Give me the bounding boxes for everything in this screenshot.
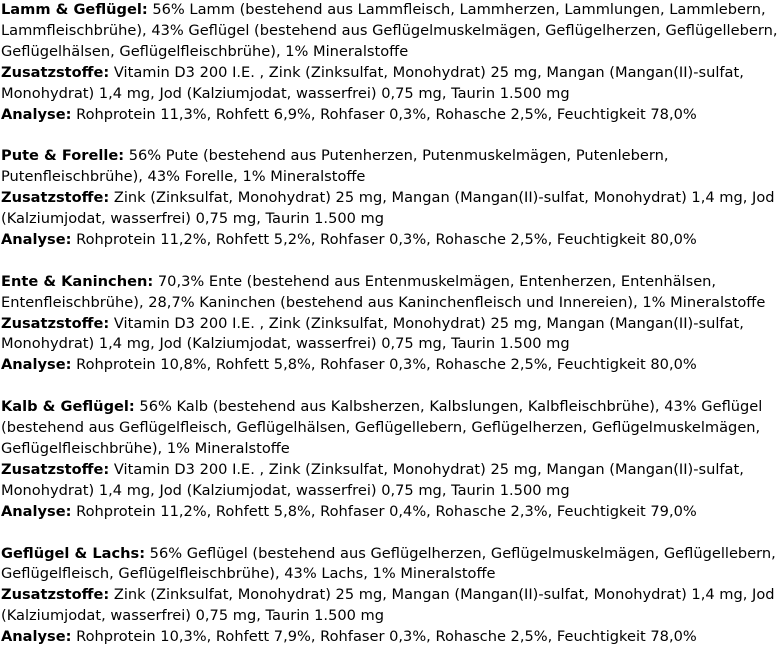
composition-text: 56% Kalb (bestehend aus Kalbsherzen, Kalbslungen, Kalbfleischbrühe), 43% Geflügel (bestehend aus Geflügelfleisch, Geflügelhälsen, Geflügellebern, Geflügelherzen, Geflügelmuskelmägen, Geflügelfleischbrühe), 1% Mineralstoffe <box>1 398 763 457</box>
composition-line <box>1 397 781 460</box>
additives-label: Zusatzstoffe: <box>1 63 110 81</box>
additives-label: Zusatzstoffe: <box>1 586 110 604</box>
analysis-text: Rohprotein 10,8%, Rohfett 5,8%, Rohfaser 0,3%, Rohasche 2,5%, Feuchtigkeit 80,0% <box>76 356 697 374</box>
additives-line <box>1 63 781 105</box>
composition-label: Ente & Kaninchen: <box>1 272 154 290</box>
analysis-text: Rohprotein 11,2%, Rohfett 5,8%, Rohfaser 0,4%, Rohasche 2,3%, Feuchtigkeit 79,0% <box>76 502 697 520</box>
additives-text: Vitamin D3 200 I.E. , Zink (Zinksulfat, Monohydrat) 25 mg, Mangan (Mangan(II)-sulfat, Monohydrat) 1,4 mg, Jod (Kalziumjodat, wasserfrei) 0,75 mg, Taurin 1.500 mg <box>1 314 744 353</box>
analysis-line <box>1 105 781 126</box>
additives-text: Zink (Zinksulfat, Monohydrat) 25 mg, Mangan (Mangan(II)-sulfat, Monohydrat) 1,4 mg, Jod (Kalziumjodat, wasserfrei) 0,75 mg, Taurin 1.500 mg <box>1 586 775 625</box>
composition-text: 56% Pute (bestehend aus Putenherzen, Putenmuskelmägen, Putenlebern, Putenfleischbrühe), 43% Forelle, 1% Mineralstoffe <box>1 147 669 186</box>
composition-label: Pute & Forelle: <box>1 147 125 165</box>
composition-text: 56% Lamm (bestehend aus Lammfleisch, Lammherzen, Lammlungen, Lammlebern, Lammfleischbrühe), 43% Geflügel (bestehend aus Geflügelmuskelmägen, Geflügelherzen, Geflügellebern, Geflügelhälsen, Geflügelfleischbrühe), 1% Mineralstoffe <box>1 1 778 60</box>
analysis-text: Rohprotein 11,2%, Rohfett 5,2%, Rohfaser 0,3%, Rohasche 2,5%, Feuchtigkeit 80,0% <box>76 230 697 248</box>
analysis-line <box>1 502 781 523</box>
analysis-label: Analyse: <box>1 356 72 374</box>
analysis-text: Rohprotein 11,3%, Rohfett 6,9%, Rohfaser 0,3%, Rohasche 2,5%, Feuchtigkeit 78,0% <box>76 105 697 123</box>
analysis-line <box>1 230 781 251</box>
composition-line <box>1 272 781 314</box>
additives-text: Zink (Zinksulfat, Monohydrat) 25 mg, Mangan (Mangan(II)-sulfat, Monohydrat) 1,4 mg, Jod (Kalziumjodat, wasserfrei) 0,75 mg, Taurin 1.500 mg <box>1 189 775 228</box>
additives-line <box>1 314 781 356</box>
composition-label: Lamm & Geflügel: <box>1 1 148 18</box>
product-block-kalb-gefluegel <box>1 397 781 522</box>
composition-label: Geflügel & Lachs: <box>1 544 146 562</box>
additives-line <box>1 188 781 230</box>
analysis-label: Analyse: <box>1 230 72 248</box>
analysis-label: Analyse: <box>1 628 72 646</box>
analysis-line <box>1 355 781 376</box>
product-block-ente-kaninchen <box>1 272 781 377</box>
composition-text: 56% Geflügel (bestehend aus Geflügelherzen, Geflügelmuskelmägen, Geflügellebern, Geflügelfleisch, Geflügelfleischbrühe), 43% Lachs, 1% Mineralstoffe <box>1 544 776 583</box>
additives-label: Zusatzstoffe: <box>1 460 110 478</box>
analysis-text: Rohprotein 10,3%, Rohfett 7,9%, Rohfaser 0,3%, Rohasche 2,5%, Feuchtigkeit 78,0% <box>76 628 697 646</box>
additives-line <box>1 460 781 502</box>
composition-text: 70,3% Ente (bestehend aus Entenmuskelmägen, Entenherzen, Entenhälsen, Entenfleischbrühe), 28,7% Kaninchen (bestehend aus Kaninchenfleisch und Innereien), 1% Mineralstoffe <box>1 272 766 311</box>
analysis-label: Analyse: <box>1 502 72 520</box>
analysis-line <box>1 627 781 648</box>
product-block-pute-forelle <box>1 146 781 251</box>
additives-line <box>1 585 781 627</box>
additives-label: Zusatzstoffe: <box>1 189 110 207</box>
analysis-label: Analyse: <box>1 105 72 123</box>
composition-line <box>1 544 781 586</box>
product-block-gefluegel-lachs <box>1 544 781 649</box>
product-block-lamm-gefluegel <box>1 0 781 125</box>
composition-label: Kalb & Geflügel: <box>1 398 135 416</box>
additives-label: Zusatzstoffe: <box>1 314 110 332</box>
additives-text: Vitamin D3 200 I.E. , Zink (Zinksulfat, Monohydrat) 25 mg, Mangan (Mangan(II)-sulfat, Monohydrat) 1,4 mg, Jod (Kalziumjodat, wasserfrei) 0,75 mg, Taurin 1.500 mg <box>1 63 744 102</box>
composition-line <box>1 0 781 63</box>
composition-line <box>1 146 781 188</box>
additives-text: Vitamin D3 200 I.E. , Zink (Zinksulfat, Monohydrat) 25 mg, Mangan (Mangan(II)-sulfat, Monohydrat) 1,4 mg, Jod (Kalziumjodat, wasserfrei) 0,75 mg, Taurin 1.500 mg <box>1 460 744 499</box>
